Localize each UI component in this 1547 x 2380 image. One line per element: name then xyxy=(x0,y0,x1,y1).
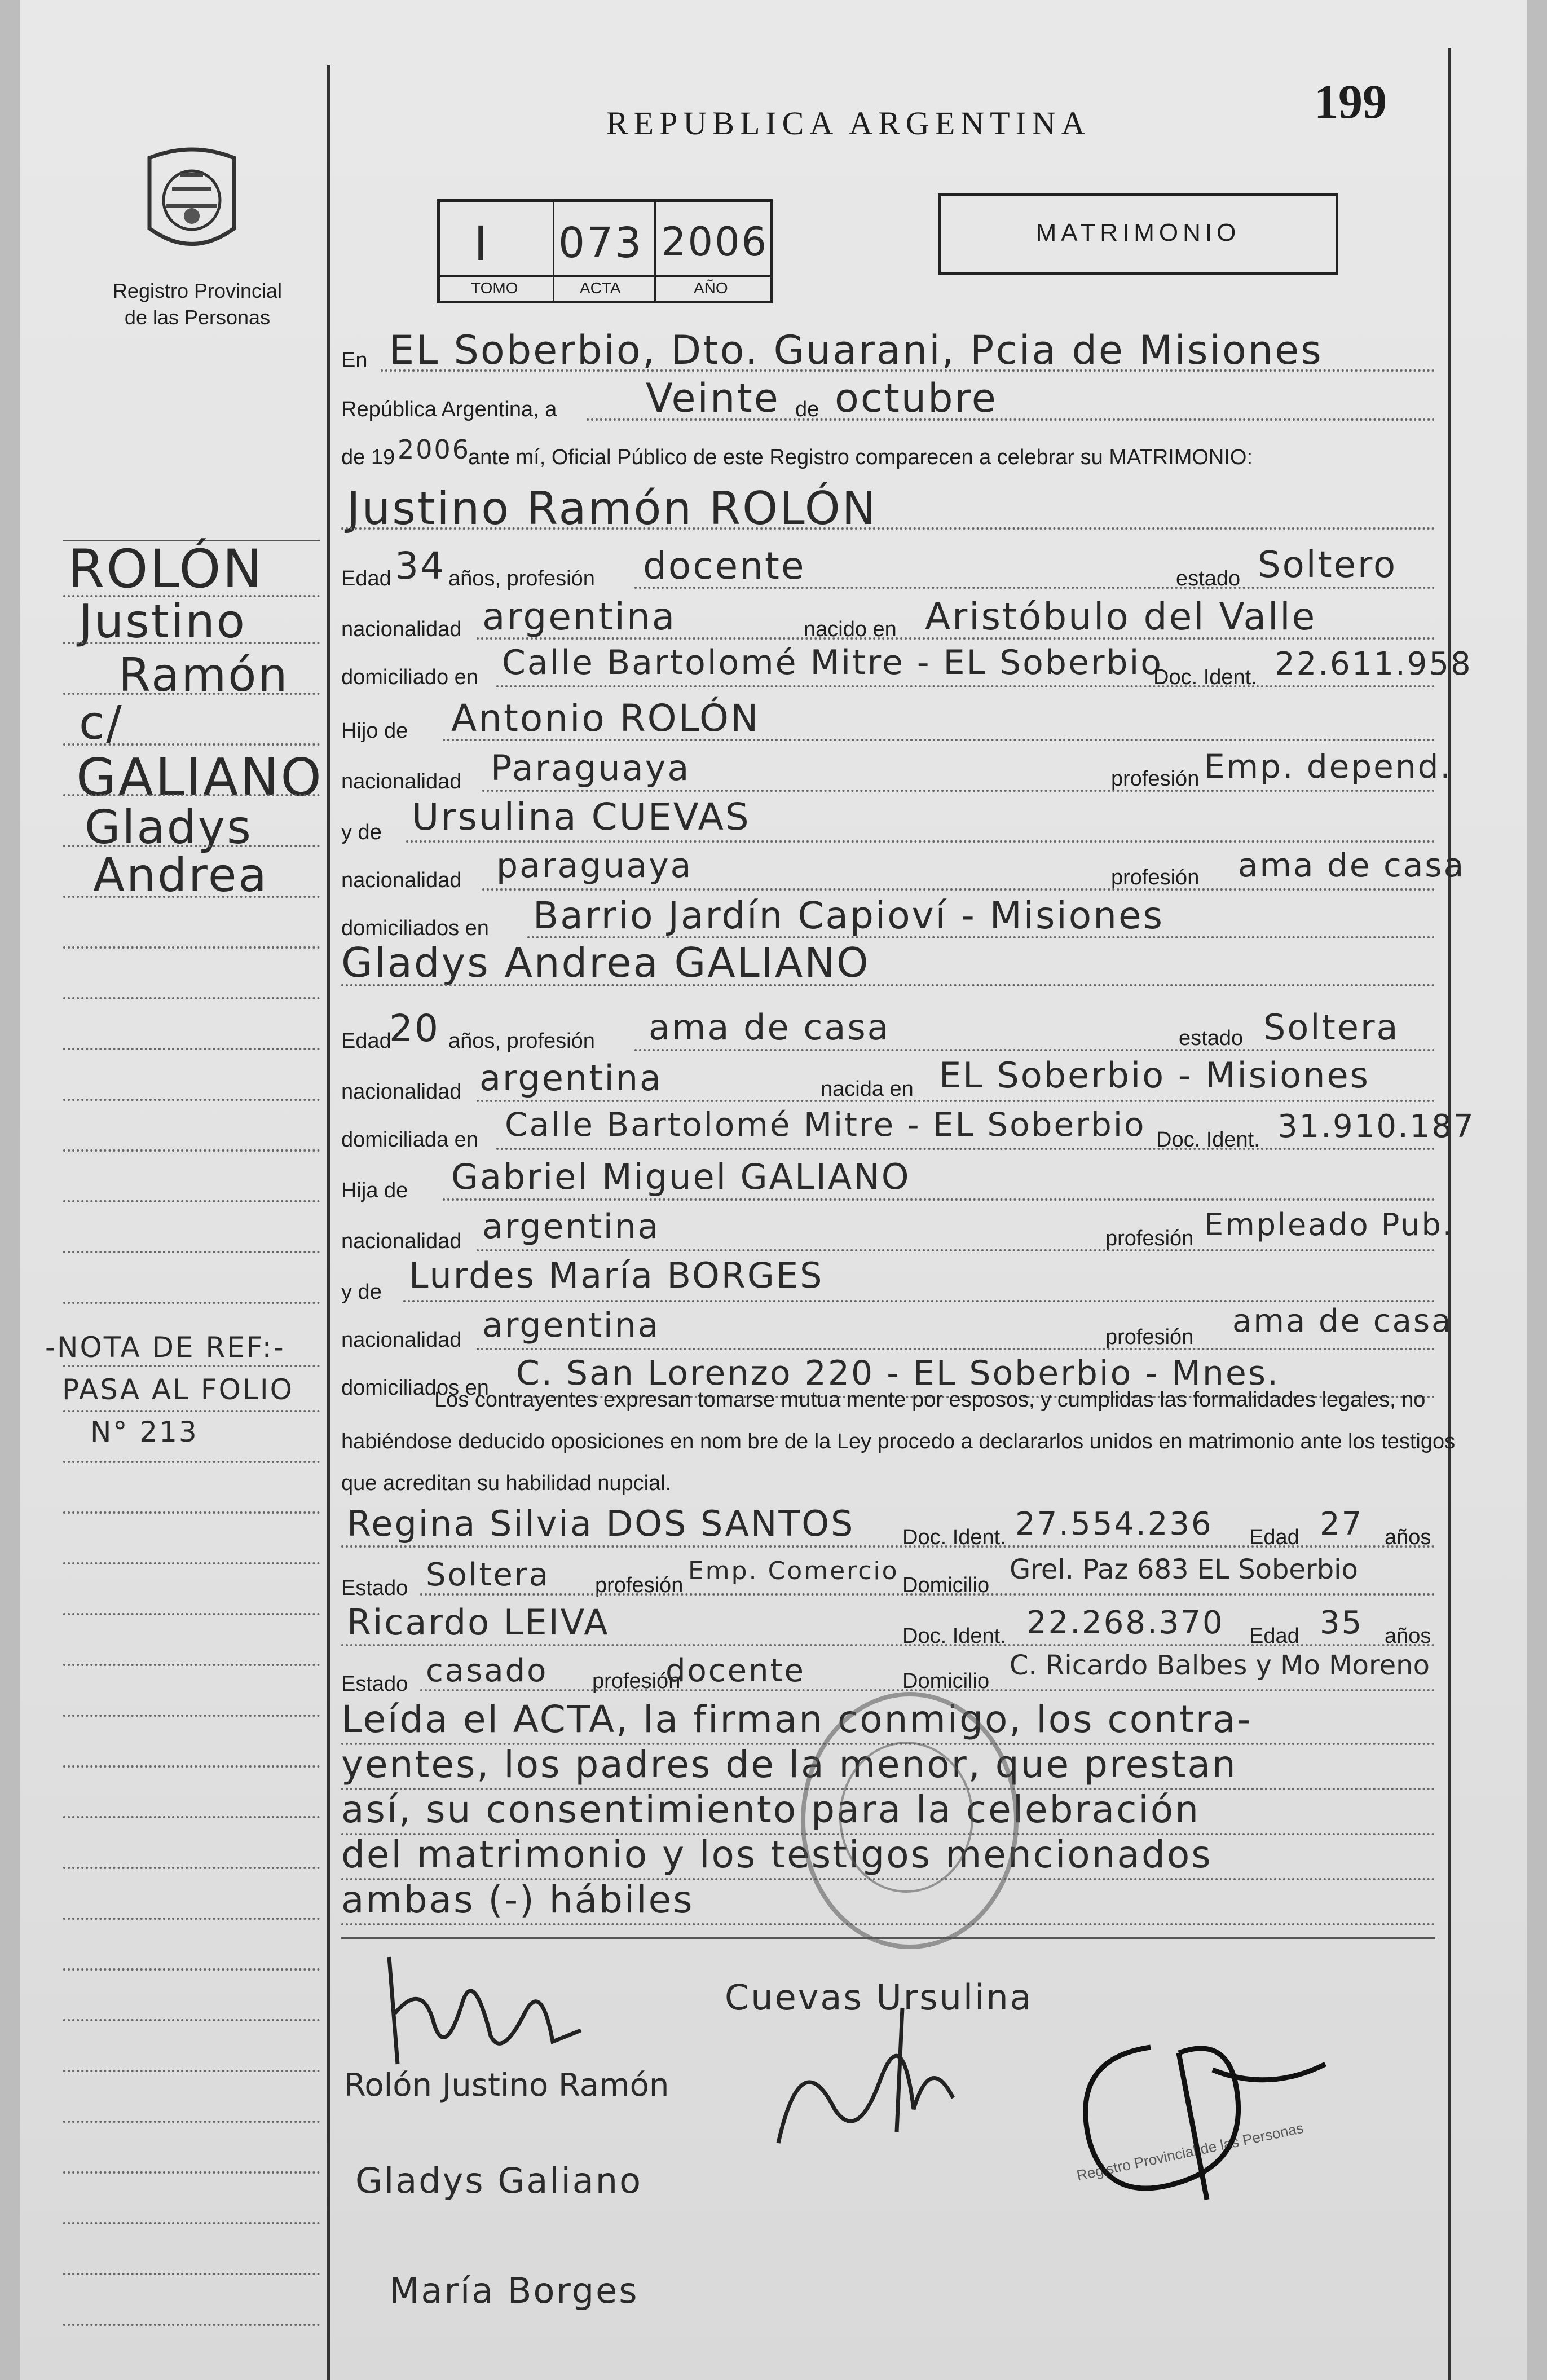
witness2-profession: docente xyxy=(665,1652,805,1689)
label-estado-w1: Estado xyxy=(341,1576,408,1600)
witness2-age: 35 xyxy=(1320,1605,1364,1641)
margin-conj: c/ xyxy=(79,697,124,750)
label-anos-w1: años xyxy=(1385,1526,1431,1549)
bride-age: 20 xyxy=(389,1007,440,1050)
groom-mother: Ursulina CUEVAS xyxy=(412,795,751,839)
label-hijo: Hijo de xyxy=(341,719,408,743)
signature-scribble-2 xyxy=(767,1996,981,2166)
label-nac-bf: nacionalidad xyxy=(341,1229,462,1253)
bride-mother: Lurdes María BORGES xyxy=(409,1255,824,1296)
label-domiciliado: domiciliado en xyxy=(341,665,478,689)
label-estado: estado xyxy=(1176,567,1241,590)
witness1-age: 27 xyxy=(1320,1506,1364,1542)
label-edad-w2: Edad xyxy=(1249,1624,1299,1648)
year: 2006 xyxy=(398,434,471,465)
bride-parents-address: C. San Lorenzo 220 - EL Soberbio - Mnes. xyxy=(516,1354,1280,1393)
witness2-name: Ricardo LEIVA xyxy=(347,1602,610,1643)
day: Veinte xyxy=(646,375,780,421)
witness1-address: Grel. Paz 683 EL Soberbio xyxy=(1010,1554,1358,1585)
closing-line-4: del matrimonio y los testigos mencionados xyxy=(341,1833,1213,1876)
label-de-ano: de 19 xyxy=(341,446,395,469)
signature-4: María Borges xyxy=(389,2270,639,2311)
witness1-name: Regina Silvia DOS SANTOS xyxy=(347,1503,855,1544)
label-nacida: nacida en xyxy=(821,1077,914,1101)
groom-age: 34 xyxy=(395,544,446,588)
label-y-de-b: y de xyxy=(341,1280,382,1304)
label-domiciliados-b: domiciliados en xyxy=(341,1376,489,1400)
label-nac-bm: nacionalidad xyxy=(341,1328,462,1352)
margin-note-3: N° 213 xyxy=(90,1416,199,1448)
signature-scribble-1 xyxy=(355,1946,592,2075)
label-edad-w1: Edad xyxy=(1249,1526,1299,1549)
bride-father-nat: argentina xyxy=(482,1207,660,1246)
label-doc-w1: Doc. Ident. xyxy=(902,1526,1006,1549)
witness1-profession: Emp. Comercio xyxy=(688,1557,899,1585)
registry-name-2: de las Personas xyxy=(124,306,271,329)
label-prof-w2: profesión xyxy=(592,1669,681,1693)
label-anos-prof: años, profesión xyxy=(448,567,595,590)
margin-bride-given1: Gladys xyxy=(85,801,253,854)
label-prof-bm: profesión xyxy=(1105,1325,1194,1349)
groom-father: Antonio ROLÓN xyxy=(451,697,760,740)
label-nac-father: nacionalidad xyxy=(341,770,462,794)
label-edad: Edad xyxy=(341,567,391,590)
groom-profession: docente xyxy=(643,544,806,588)
label-nac-b: nacionalidad xyxy=(341,1080,462,1104)
label-prof-father: profesión xyxy=(1111,767,1200,791)
label-domicilio-w1: Domicilio xyxy=(902,1574,990,1597)
groom-address: Calle Bartolomé Mitre - EL Soberbio xyxy=(502,643,1163,682)
bride-mother-nat: argentina xyxy=(482,1306,660,1345)
label-en: En xyxy=(341,349,368,372)
label-domiciliados: domiciliados en xyxy=(341,916,489,940)
ano-value: 2006 xyxy=(661,219,769,265)
groom-father-prof: Emp. depend. xyxy=(1204,747,1452,786)
label-comparecen: ante mí, Oficial Público de este Registro comparecen a celebrar su MATRIMONIO: xyxy=(468,446,1253,469)
witness2-doc: 22.268.370 xyxy=(1026,1605,1224,1641)
label-prof-w1: profesión xyxy=(595,1574,684,1597)
doc-type: MATRIMONIO xyxy=(1035,219,1241,246)
label-republica: República Argentina, a xyxy=(341,398,557,421)
margin-groom-surname: ROLÓN xyxy=(68,539,264,600)
groom-nationality: argentina xyxy=(482,595,677,638)
label-doc-w2: Doc. Ident. xyxy=(902,1624,1006,1648)
signature-1: Cuevas Ursulina xyxy=(725,1977,1033,2018)
label-doc: Doc. Ident. xyxy=(1153,665,1257,689)
witness2-address: C. Ricardo Balbes y Mo Moreno xyxy=(1010,1650,1430,1681)
page-number: 199 xyxy=(1314,74,1387,129)
groom-status: Soltero xyxy=(1258,544,1398,586)
label-de-mes: de xyxy=(795,398,819,421)
body-text: Los contrayentes expresan tomarse mutua mente por esposos, y cumplidas las formalidades legales, no habiéndose deducido oposiciones en nom bre de la Ley procedo a declararlos unidos en matrimonio ante los testigos que acreditan su habilidad nupcial. xyxy=(341,1388,1456,1495)
closing-line-5: ambas (-) hábiles xyxy=(341,1878,694,1921)
bride-mother-prof: ama de casa xyxy=(1232,1303,1453,1339)
margin-groom-given2: Ramón xyxy=(118,649,289,702)
margin-bride-given2: Andrea xyxy=(93,849,268,902)
bride-birthplace: EL Soberbio - Misiones xyxy=(939,1055,1370,1096)
acta-label: ACTA xyxy=(580,279,621,297)
label-prof-bf: profesión xyxy=(1105,1227,1194,1250)
label-nac-mother: nacionalidad xyxy=(341,869,462,892)
label-estado-b: estado xyxy=(1179,1026,1244,1050)
witness2-status: casado xyxy=(426,1652,548,1689)
tomo-label: TOMO xyxy=(471,279,518,297)
record-box xyxy=(437,199,773,303)
label-edad-b: Edad xyxy=(341,1029,391,1053)
coat-of-arms-icon xyxy=(141,144,243,259)
bride-doc: 31.910.187 xyxy=(1277,1108,1475,1145)
right-edge xyxy=(1527,0,1547,2380)
label-domiciliada: domiciliada en xyxy=(341,1128,478,1152)
groom-name: Justino Ramón ROLÓN xyxy=(347,482,878,535)
groom-doc: 22.611.958 xyxy=(1275,646,1473,682)
margin-rule xyxy=(327,65,330,2380)
label-y-de: y de xyxy=(341,821,382,844)
month: octubre xyxy=(835,375,998,421)
label-doc-b: Doc. Ident. xyxy=(1156,1128,1260,1152)
bride-status: Soltera xyxy=(1263,1007,1400,1048)
signature-3: Gladys Galiano xyxy=(355,2160,643,2201)
official-signature xyxy=(1066,2013,1359,2228)
margin-note-1: -NOTA DE REF:- xyxy=(45,1331,285,1364)
place: EL Soberbio, Dto. Guarani, Pcia de Misiones xyxy=(389,327,1323,373)
label-prof-mother: profesión xyxy=(1111,866,1200,889)
oval-stamp: Registro Provincial de las Personas xyxy=(1075,2119,1305,2184)
closing-line-3: así, su consentimiento para la celebración xyxy=(341,1788,1200,1831)
label-nacionalidad: nacionalidad xyxy=(341,618,462,641)
tomo-value: I xyxy=(474,216,490,271)
label-anos-w2: años xyxy=(1385,1624,1431,1648)
margin-note-2: PASA AL FOLIO xyxy=(62,1373,294,1406)
witness1-doc: 27.554.236 xyxy=(1015,1506,1213,1542)
margin-groom-given1: Justino xyxy=(79,595,246,649)
groom-birthplace: Aristóbulo del Valle xyxy=(925,595,1317,638)
closing-line-1: Leída el ACTA, la firman conmigo, los contra- xyxy=(341,1698,1253,1741)
label-domicilio-w2: Domicilio xyxy=(902,1669,990,1693)
groom-mother-prof: ama de casa xyxy=(1238,846,1466,884)
bride-father-prof: Empleado Pub. xyxy=(1204,1207,1455,1242)
ano-label: AÑO xyxy=(694,279,728,297)
bride-nationality: argentina xyxy=(479,1057,663,1099)
label-estado-w2: Estado xyxy=(341,1672,408,1696)
groom-parents-address: Barrio Jardín Capioví - Misiones xyxy=(533,894,1164,937)
groom-mother-nat: paraguaya xyxy=(496,846,693,885)
acta-value: 073 xyxy=(558,219,644,267)
registry-name-1: Registro Provincial xyxy=(112,279,283,302)
doc-type-box xyxy=(938,193,1338,275)
groom-father-nat: Paraguaya xyxy=(491,747,691,788)
witness1-status: Soltera xyxy=(426,1557,550,1593)
label-anos-prof-b: años, profesión xyxy=(448,1029,595,1053)
label-hija: Hija de xyxy=(341,1179,408,1202)
margin-bride-surname: GALIANO xyxy=(76,747,323,808)
round-stamp xyxy=(801,1692,1019,1949)
bride-name: Gladys Andrea GALIANO xyxy=(341,939,870,986)
bride-profession: ama de casa xyxy=(649,1007,891,1048)
closing-line-2: yentes, los padres de la menor, que prestan xyxy=(341,1743,1237,1786)
label-nacido: nacido en xyxy=(804,618,897,641)
left-edge xyxy=(0,0,20,2380)
bride-address: Calle Bartolomé Mitre - EL Soberbio xyxy=(505,1105,1146,1144)
country-title: REPUBLICA ARGENTINA xyxy=(606,105,1091,142)
signature-2: Rolón Justino Ramón xyxy=(344,2067,669,2104)
bride-father: Gabriel Miguel GALIANO xyxy=(451,1156,911,1197)
